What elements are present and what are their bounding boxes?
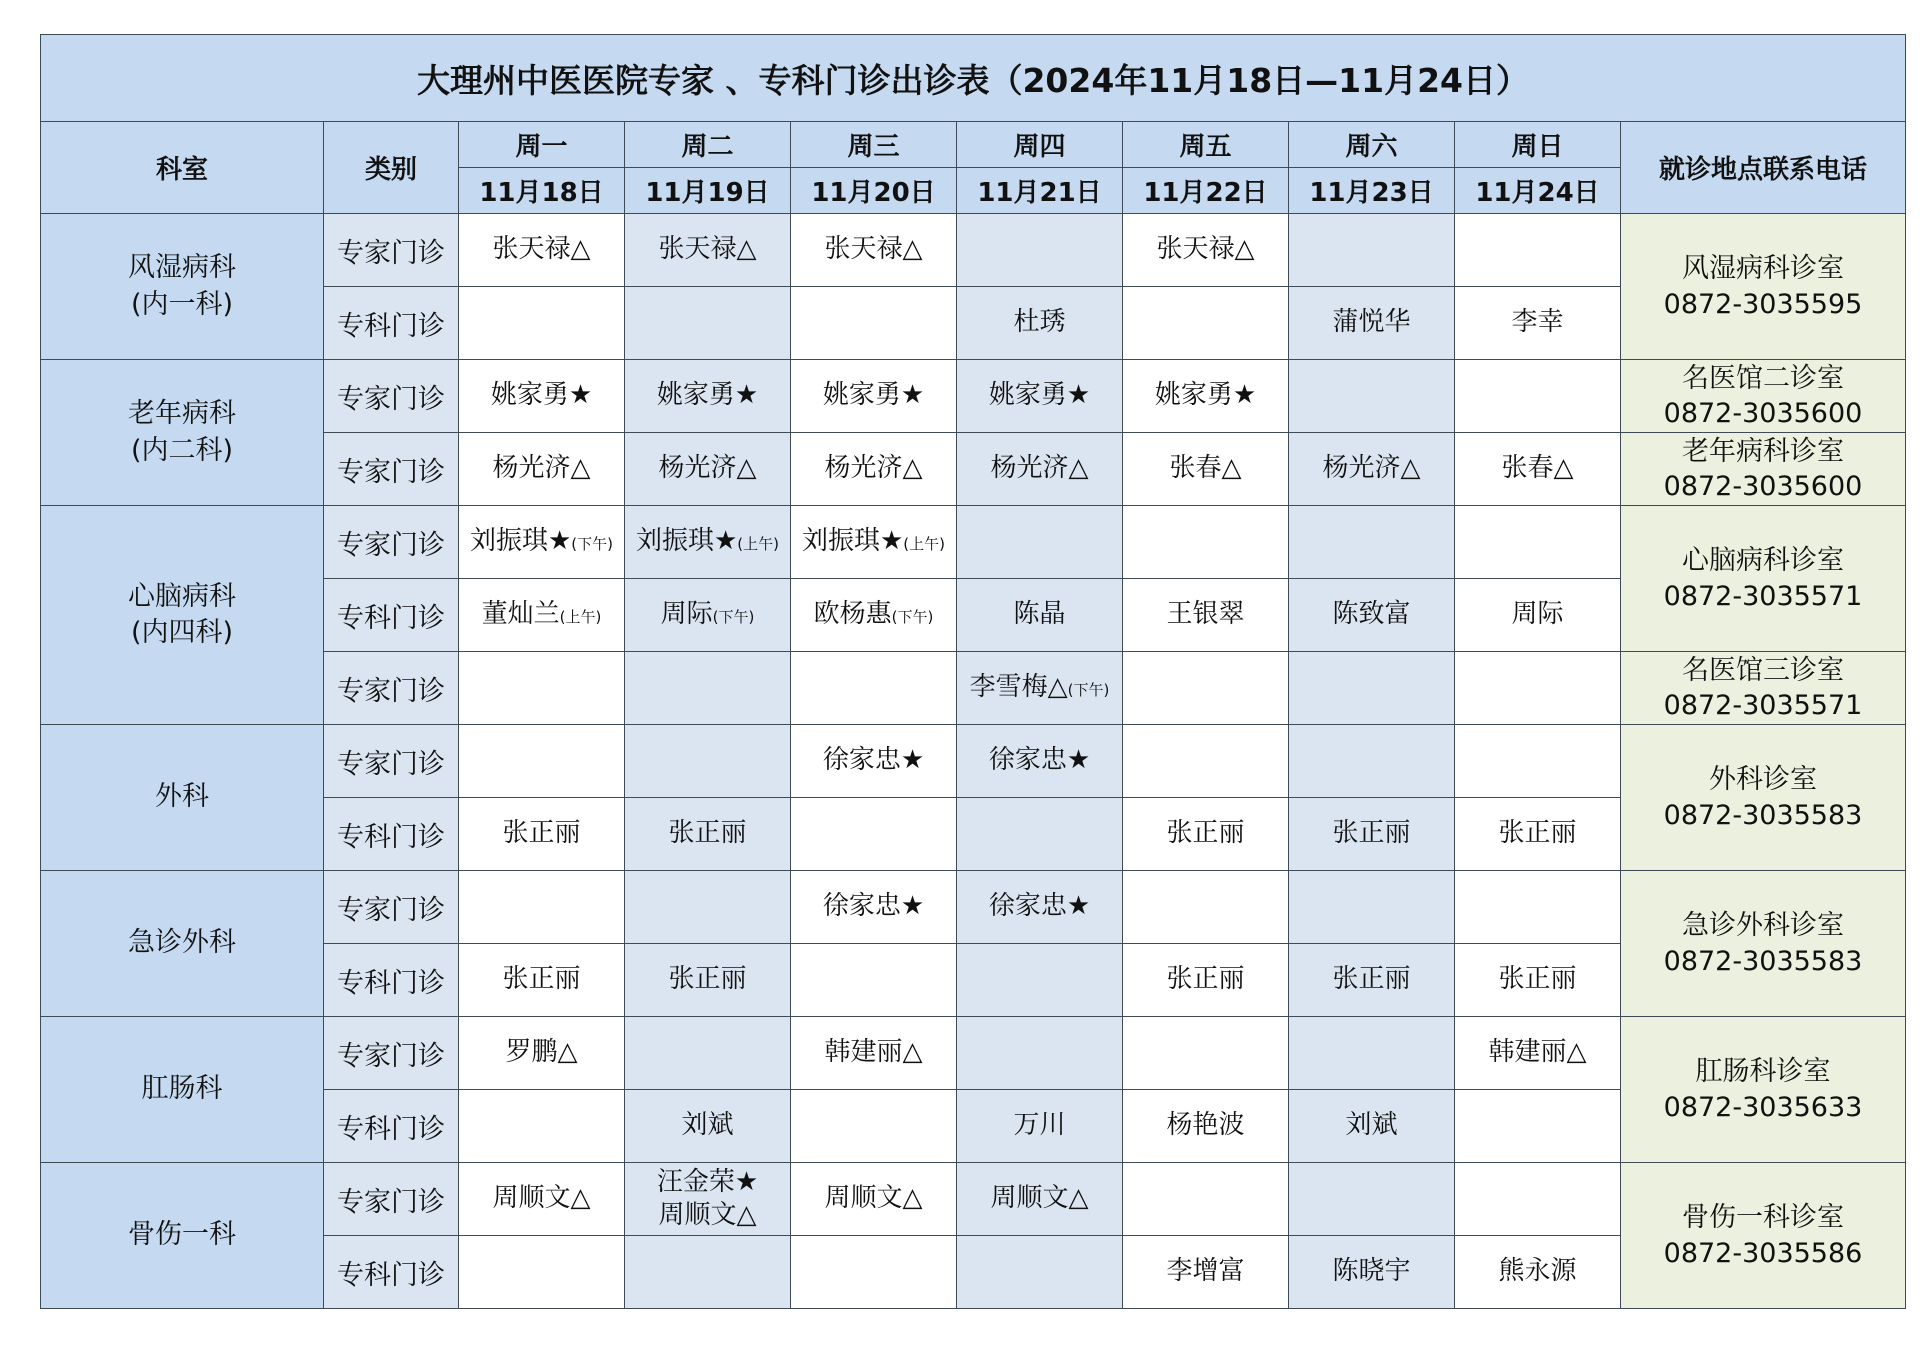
doctor-name: 熊永源 — [1498, 1256, 1577, 1287]
doctor-cell — [1123, 798, 1289, 871]
session-note: (下午) — [571, 535, 614, 554]
location-contact — [1621, 652, 1906, 725]
doctor-cell — [459, 506, 625, 579]
doctor-cell — [791, 214, 957, 287]
doctor-cell — [459, 871, 625, 944]
doctor-cell — [1455, 798, 1621, 871]
department-name-line1: 肛肠科 — [141, 1073, 223, 1105]
header-date: 11月20日 — [791, 168, 957, 214]
doctor-cell — [1455, 652, 1621, 725]
doctor-name: 姚家勇★ — [490, 380, 593, 411]
clinic-category: 专家门诊 — [324, 1163, 459, 1236]
doctor-cell — [625, 360, 791, 433]
doctor-cell — [957, 944, 1123, 1017]
department-name — [41, 360, 324, 506]
location-phone: 0872-3035583 — [1663, 945, 1863, 977]
doctor-name: 张正丽 — [1498, 818, 1577, 849]
header-day: 周五 — [1123, 122, 1289, 168]
doctor-cell — [791, 1163, 957, 1236]
doctor-cell — [791, 652, 957, 725]
doctor-cell — [791, 1090, 957, 1163]
department-name-line1: 心脑病科 — [128, 580, 236, 612]
location-phone: 0872-3035600 — [1663, 398, 1863, 429]
header-day: 周四 — [957, 122, 1123, 168]
doctor-cell — [791, 944, 957, 1017]
doctor-cell — [459, 579, 625, 652]
clinic-category: 专家门诊 — [324, 433, 459, 506]
doctor-name: 张正丽 — [668, 964, 747, 995]
doctor-cell — [459, 287, 625, 360]
table-row — [41, 1163, 1906, 1236]
doctor-cell — [957, 506, 1123, 579]
doctor-name: 李幸 — [1511, 307, 1564, 338]
doctor-name: 姚家勇★ — [1154, 380, 1257, 411]
doctor-cell — [459, 1163, 625, 1236]
doctor-cell — [791, 871, 957, 944]
doctor-name: 杨艳波 — [1166, 1110, 1245, 1141]
doctor-cell — [791, 433, 957, 506]
doctor-cell — [459, 652, 625, 725]
doctor-cell — [1289, 287, 1455, 360]
doctor-cell — [791, 1236, 957, 1309]
doctor-name: 姚家勇★ — [988, 380, 1091, 411]
doctor-name: 韩建丽△ — [824, 1037, 923, 1068]
header-location: 就诊地点联系电话 — [1621, 122, 1906, 214]
doctor-cell — [957, 1017, 1123, 1090]
doctor-name: 刘振琪★(下午) — [469, 526, 614, 557]
header-day: 周日 — [1455, 122, 1621, 168]
doctor-name: 张春△ — [1501, 453, 1574, 484]
doctor-name: 杨光济△ — [658, 453, 757, 484]
doctor-cell — [625, 506, 791, 579]
doctor-cell — [1123, 433, 1289, 506]
table-row — [41, 506, 1906, 579]
doctor-cell — [459, 214, 625, 287]
doctor-name: 刘振琪★(上午) — [635, 526, 780, 557]
doctor-cell — [1289, 506, 1455, 579]
doctor-cell — [791, 287, 957, 360]
department-name — [41, 1017, 324, 1163]
doctor-name: 张正丽 — [1166, 964, 1245, 995]
doctor-cell — [791, 506, 957, 579]
clinic-category: 专科门诊 — [324, 798, 459, 871]
doctor-name: 徐家忠★ — [822, 745, 925, 776]
doctor-name: 姚家勇★ — [656, 380, 759, 411]
doctor-name: 周顺文△ — [492, 1183, 591, 1214]
doctor-name: 刘斌 — [681, 1110, 734, 1141]
clinic-category: 专科门诊 — [324, 1090, 459, 1163]
doctor-cell — [625, 1017, 791, 1090]
doctor-name: 张春△ — [1169, 453, 1242, 484]
location-phone: 0872-3035600 — [1663, 471, 1863, 502]
doctor-cell — [1289, 1163, 1455, 1236]
clinic-category: 专家门诊 — [324, 506, 459, 579]
doctor-cell — [1455, 1090, 1621, 1163]
table-row — [41, 1017, 1906, 1090]
doctor-cell — [459, 360, 625, 433]
doctor-name: 李雪梅△(下午) — [969, 672, 1110, 703]
doctor-cell — [1455, 725, 1621, 798]
location-name: 风湿病科诊室 — [1682, 253, 1844, 285]
table-row — [41, 360, 1906, 433]
clinic-category: 专科门诊 — [324, 579, 459, 652]
department-name — [41, 871, 324, 1017]
doctor-name: 罗鹏△ — [505, 1037, 578, 1068]
location-contact — [1621, 360, 1906, 433]
page-title: 大理州中医医院专家 、专科门诊出诊表（2024年11月18日—11月24日） — [41, 35, 1906, 122]
clinic-category: 专家门诊 — [324, 871, 459, 944]
doctor-cell — [957, 1236, 1123, 1309]
doctor-cell — [1123, 506, 1289, 579]
doctor-cell — [1123, 360, 1289, 433]
location-contact — [1621, 1017, 1906, 1163]
location-name: 肛肠科诊室 — [1695, 1056, 1831, 1088]
doctor-cell — [791, 725, 957, 798]
header-day: 周六 — [1289, 122, 1455, 168]
doctor-cell — [791, 1017, 957, 1090]
doctor-cell — [1455, 579, 1621, 652]
doctor-cell — [459, 433, 625, 506]
doctor-cell — [957, 871, 1123, 944]
doctor-name: 张天禄△ — [824, 234, 923, 265]
session-note: (上午) — [737, 535, 780, 554]
doctor-cell — [625, 1163, 791, 1236]
location-name: 老年病科诊室 — [1682, 435, 1844, 467]
doctor-cell — [957, 1163, 1123, 1236]
location-contact — [1621, 871, 1906, 1017]
doctor-cell — [1289, 579, 1455, 652]
table-row — [41, 871, 1906, 944]
session-note: (下午) — [1067, 681, 1110, 700]
location-contact — [1621, 1163, 1906, 1309]
doctor-name: 张正丽 — [668, 818, 747, 849]
doctor-name: 杨光济△ — [824, 453, 923, 484]
schedule-table — [40, 34, 1906, 1309]
doctor-cell — [791, 798, 957, 871]
doctor-name: 张天禄△ — [1156, 234, 1255, 265]
header-department: 科室 — [41, 122, 324, 214]
header-date: 11月18日 — [459, 168, 625, 214]
doctor-cell — [1455, 433, 1621, 506]
doctor-cell — [1123, 287, 1289, 360]
clinic-category: 专家门诊 — [324, 1017, 459, 1090]
doctor-name: 刘振琪★(上午) — [801, 526, 946, 557]
department-name — [41, 725, 324, 871]
location-phone: 0872-3035595 — [1663, 288, 1863, 320]
doctor-cell — [625, 287, 791, 360]
doctor-name: 张正丽 — [1332, 818, 1411, 849]
doctor-cell — [1123, 652, 1289, 725]
doctor-cell — [1455, 944, 1621, 1017]
doctor-cell — [459, 1017, 625, 1090]
doctor-cell — [791, 579, 957, 652]
doctor-cell — [459, 798, 625, 871]
doctor-cell — [1123, 871, 1289, 944]
header-date: 11月23日 — [1289, 168, 1455, 214]
doctor-cell — [1289, 1017, 1455, 1090]
doctor-cell — [625, 433, 791, 506]
doctor-cell — [1289, 652, 1455, 725]
doctor-cell — [1123, 214, 1289, 287]
doctor-cell — [1455, 506, 1621, 579]
doctor-cell — [1123, 579, 1289, 652]
doctor-cell — [791, 360, 957, 433]
doctor-cell — [459, 944, 625, 1017]
department-name — [41, 1163, 324, 1309]
department-name-line2: (内一科) — [130, 288, 234, 320]
doctor-name: 周顺文△ — [990, 1183, 1089, 1214]
doctor-name: 周顺文△ — [658, 1200, 757, 1230]
doctor-cell — [1455, 1017, 1621, 1090]
doctor-name: 张正丽 — [1332, 964, 1411, 995]
location-phone: 0872-3035633 — [1663, 1091, 1863, 1123]
header-date: 11月22日 — [1123, 168, 1289, 214]
doctor-cell — [1123, 1163, 1289, 1236]
doctor-name: 杨光济△ — [1322, 453, 1421, 484]
location-contact — [1621, 506, 1906, 652]
department-name-line1: 外科 — [155, 781, 209, 813]
doctor-cell — [625, 652, 791, 725]
doctor-name: 杨光济△ — [492, 453, 591, 484]
session-note: (下午) — [891, 608, 934, 627]
doctor-name: 杜琇 — [1013, 307, 1066, 338]
session-note: (上午) — [903, 535, 946, 554]
session-note: (下午) — [712, 608, 755, 627]
doctor-name: 王银翠 — [1166, 599, 1245, 630]
department-name-line1: 骨伤一科 — [128, 1219, 236, 1251]
doctor-cell — [1289, 433, 1455, 506]
clinic-category: 专科门诊 — [324, 944, 459, 1017]
doctor-name: 徐家忠★ — [988, 891, 1091, 922]
doctor-cell — [957, 1090, 1123, 1163]
doctor-cell — [1455, 1163, 1621, 1236]
location-contact — [1621, 214, 1906, 360]
department-name-line2: (内二科) — [130, 434, 234, 466]
department-name-line1: 风湿病科 — [128, 252, 236, 284]
doctor-name: 张天禄△ — [658, 234, 757, 265]
doctor-name: 周际 — [1511, 599, 1564, 630]
department-name-line2: (内四科) — [130, 617, 234, 648]
location-contact — [1621, 725, 1906, 871]
doctor-cell — [1455, 360, 1621, 433]
doctor-cell — [1289, 214, 1455, 287]
doctor-cell — [459, 1236, 625, 1309]
header-day: 周三 — [791, 122, 957, 168]
clinic-category: 专家门诊 — [324, 652, 459, 725]
doctor-name: 陈晓宇 — [1332, 1256, 1411, 1287]
doctor-cell — [1289, 360, 1455, 433]
doctor-name: 张正丽 — [1166, 818, 1245, 849]
doctor-name: 韩建丽△ — [1488, 1037, 1587, 1068]
doctor-name: 蒲悦华 — [1332, 307, 1411, 338]
location-contact — [1621, 433, 1906, 506]
location-phone: 0872-3035586 — [1663, 1237, 1863, 1269]
doctor-cell — [1123, 1090, 1289, 1163]
doctor-name: 张正丽 — [502, 964, 581, 995]
doctor-cell — [625, 1236, 791, 1309]
clinic-category: 专家门诊 — [324, 360, 459, 433]
table-row — [41, 725, 1906, 798]
doctor-cell — [625, 214, 791, 287]
header-date: 11月19日 — [625, 168, 791, 214]
doctor-cell — [1455, 871, 1621, 944]
location-name: 急诊外科诊室 — [1682, 910, 1844, 942]
department-name-line1: 急诊外科 — [128, 927, 236, 959]
doctor-cell — [957, 725, 1123, 798]
doctor-cell — [459, 1090, 625, 1163]
doctor-cell — [957, 214, 1123, 287]
doctor-cell — [625, 871, 791, 944]
doctor-name: 万川 — [1013, 1110, 1066, 1141]
doctor-cell — [1455, 287, 1621, 360]
doctor-name: 徐家忠★ — [822, 891, 925, 922]
doctor-name: 周顺文△ — [824, 1183, 923, 1214]
doctor-cell — [957, 798, 1123, 871]
doctor-cell — [625, 798, 791, 871]
location-phone: 0872-3035571 — [1663, 580, 1863, 612]
doctor-cell — [1289, 944, 1455, 1017]
doctor-cell — [1289, 725, 1455, 798]
doctor-cell — [957, 360, 1123, 433]
location-name: 骨伤一科诊室 — [1682, 1202, 1844, 1234]
doctor-name: 张正丽 — [1498, 964, 1577, 995]
doctor-cell — [1455, 1236, 1621, 1309]
clinic-category: 专家门诊 — [324, 214, 459, 287]
doctor-name: 李增富 — [1166, 1256, 1245, 1287]
location-phone: 0872-3035583 — [1663, 799, 1863, 831]
header-day: 周一 — [459, 122, 625, 168]
doctor-cell — [957, 579, 1123, 652]
doctor-cell — [1289, 871, 1455, 944]
doctor-name: 董灿兰(上午) — [481, 599, 602, 630]
doctor-cell — [1123, 1236, 1289, 1309]
doctor-name: 姚家勇★ — [822, 380, 925, 411]
doctor-name: 张正丽 — [502, 818, 581, 849]
doctor-name: 汪金荣★ — [656, 1166, 759, 1197]
doctor-name: 刘斌 — [1345, 1110, 1398, 1141]
doctor-cell — [625, 944, 791, 1017]
schedule-body — [41, 214, 1906, 1309]
doctor-name: 张天禄△ — [492, 234, 591, 265]
doctor-cell — [625, 1090, 791, 1163]
session-note: (上午) — [559, 608, 602, 627]
location-name: 外科诊室 — [1709, 764, 1817, 796]
doctor-cell — [957, 652, 1123, 725]
clinic-category: 专家门诊 — [324, 725, 459, 798]
header-date: 11月24日 — [1455, 168, 1621, 214]
clinic-category: 专科门诊 — [324, 287, 459, 360]
location-name: 名医馆二诊室 — [1682, 362, 1844, 394]
doctor-cell — [625, 579, 791, 652]
doctor-name: 杨光济△ — [990, 453, 1089, 484]
doctor-cell — [957, 433, 1123, 506]
clinic-category: 专科门诊 — [324, 1236, 459, 1309]
doctor-cell — [459, 725, 625, 798]
doctor-cell — [1123, 725, 1289, 798]
doctor-cell — [1289, 798, 1455, 871]
doctor-cell — [1455, 214, 1621, 287]
doctor-cell — [1123, 944, 1289, 1017]
doctor-cell — [1123, 1017, 1289, 1090]
department-name — [41, 506, 324, 725]
doctor-cell — [625, 725, 791, 798]
location-phone: 0872-3035571 — [1663, 690, 1863, 721]
table-row — [41, 214, 1906, 287]
location-name: 名医馆三诊室 — [1682, 654, 1844, 686]
doctor-name: 陈晶 — [1013, 599, 1066, 630]
location-name: 心脑病科诊室 — [1682, 545, 1844, 577]
doctor-cell — [1289, 1090, 1455, 1163]
department-name-line1: 老年病科 — [128, 398, 236, 430]
doctor-name: 欧杨惠(下午) — [813, 599, 934, 630]
header-day: 周二 — [625, 122, 791, 168]
doctor-name: 周际(下午) — [660, 599, 755, 630]
doctor-name: 陈致富 — [1332, 599, 1411, 630]
header-date: 11月21日 — [957, 168, 1123, 214]
doctor-cell — [1289, 1236, 1455, 1309]
doctor-cell — [957, 287, 1123, 360]
doctor-name: 徐家忠★ — [988, 745, 1091, 776]
department-name — [41, 214, 324, 360]
header-category: 类别 — [324, 122, 459, 214]
